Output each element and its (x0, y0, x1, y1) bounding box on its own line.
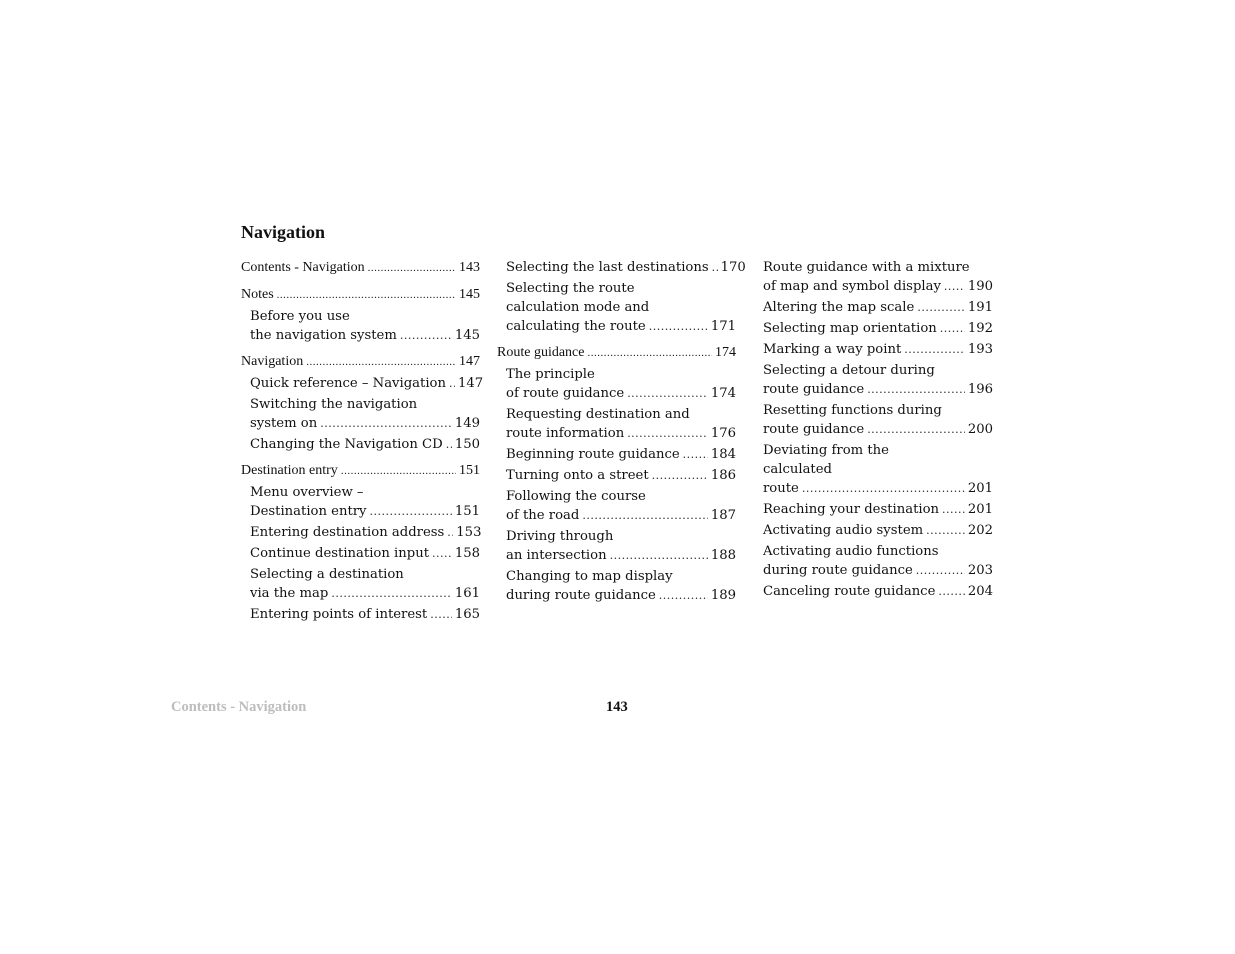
toc-entry[interactable] (497, 258, 746, 277)
toc-entry-title: route guidance (763, 382, 865, 397)
dot-leader (306, 352, 456, 372)
dot-leader (802, 479, 965, 498)
dot-leader (587, 343, 712, 363)
toc-entry-title: Navigation (241, 354, 304, 369)
toc-page-number: 192 (967, 321, 993, 336)
toc-entry-line: Changing to map display (506, 569, 673, 584)
toc-entry[interactable] (241, 285, 480, 305)
dot-leader (400, 326, 452, 345)
toc-entry-title: during route guidance (506, 588, 656, 603)
toc-entry-title: of route guidance (506, 386, 625, 401)
toc-page-number: 190 (967, 279, 993, 294)
toc-entry-title: route information (506, 426, 625, 441)
toc-entry-line: Selecting a destination (250, 567, 404, 582)
toc-entry[interactable] (241, 483, 480, 521)
toc-page-number: 145 (454, 328, 480, 343)
dot-leader (938, 582, 964, 601)
dot-leader (432, 544, 452, 563)
toc-entry[interactable] (497, 405, 736, 443)
dot-leader (926, 521, 965, 540)
toc-entry[interactable] (241, 544, 480, 563)
toc-entry-line: Requesting destination and (506, 407, 690, 422)
toc-page-number: 145 (459, 287, 480, 302)
dot-leader (277, 285, 456, 305)
dot-leader (944, 277, 965, 296)
toc-entry-title: Altering the map scale (763, 300, 915, 315)
toc-entry-title: Entering points of interest (250, 607, 428, 622)
toc-entry[interactable] (241, 523, 480, 542)
toc-page-number: 186 (710, 468, 736, 483)
dot-leader (942, 500, 965, 519)
dot-leader (712, 258, 718, 277)
dot-leader (940, 319, 965, 338)
toc-entry[interactable] (497, 343, 736, 363)
dot-leader (446, 435, 452, 454)
dot-leader (867, 420, 965, 439)
toc-entry[interactable] (241, 565, 480, 603)
toc-entry-line: Following the course (506, 489, 646, 504)
dot-leader (917, 298, 965, 317)
dot-leader (627, 424, 708, 443)
toc-page-number: 200 (967, 422, 993, 437)
toc-entry-title: Continue destination input (250, 546, 429, 561)
toc-entry-line: The principle (506, 367, 595, 382)
toc-entry[interactable] (763, 441, 993, 498)
toc-entry-line: Switching the navigation (250, 397, 418, 412)
footer-section-title: Contents - Navigation (171, 699, 307, 715)
toc-entry[interactable] (763, 298, 993, 317)
toc-entry-title: route (763, 481, 799, 496)
toc-page-number: 196 (967, 382, 993, 397)
toc-entry-title: via the map (250, 586, 329, 601)
dot-leader (659, 586, 708, 605)
toc-entry-title: Entering destination address (250, 525, 445, 540)
toc-page-number: 193 (967, 342, 993, 357)
toc-page-number: 174 (715, 345, 736, 360)
toc-entry-title: of the road (506, 508, 580, 523)
dot-leader (320, 414, 452, 433)
toc-entry-line: Route guidance with a mixture (763, 260, 970, 275)
toc-entry-title: Quick reference – Navigation (250, 376, 446, 391)
toc-page-number: 171 (710, 319, 736, 334)
toc-entry[interactable] (763, 319, 993, 338)
toc-page-number: 191 (967, 300, 993, 315)
toc-page-number: 149 (454, 416, 480, 431)
page-title: Navigation (241, 222, 326, 242)
toc-entry[interactable] (241, 461, 480, 481)
toc-entry-title: calculating the route (506, 319, 646, 334)
toc-page-number: 202 (967, 523, 993, 538)
toc-column-2 (497, 258, 746, 607)
toc-entry-line: Before you use (250, 309, 350, 324)
dot-leader (370, 502, 452, 521)
toc-page-number: 147 (459, 354, 480, 369)
toc-entry-title: Selecting the last destinations (506, 260, 709, 275)
toc-page-number: 203 (967, 563, 993, 578)
toc-entry-line: Selecting a detour during (763, 363, 935, 378)
toc-entry[interactable] (763, 401, 993, 439)
toc-entry-line: Driving through (506, 529, 614, 544)
toc-entry-line: Selecting the route (506, 281, 635, 296)
toc-entry-title: Destination entry (250, 504, 367, 519)
dot-leader (449, 374, 455, 393)
toc-page-number: 170 (720, 260, 746, 275)
toc-entry-title: during route guidance (763, 563, 913, 578)
toc-page-number: 204 (967, 584, 993, 599)
toc-entry[interactable] (241, 258, 480, 278)
toc-entry-line: Deviating from the (763, 443, 889, 458)
dot-leader (904, 340, 965, 359)
toc-page-number: 158 (454, 546, 480, 561)
toc-entry[interactable] (763, 582, 993, 601)
toc-page-number: 176 (710, 426, 736, 441)
toc-entry[interactable] (763, 521, 993, 540)
toc-entry[interactable] (241, 395, 480, 433)
toc-entry[interactable] (763, 542, 993, 580)
toc-entry-line: calculated (763, 462, 832, 477)
toc-page-number: 189 (710, 588, 736, 603)
toc-page-number: 153 (456, 525, 482, 540)
toc-column-1 (241, 258, 484, 626)
toc-entry-line: Menu overview – (250, 485, 364, 500)
dot-leader (627, 384, 708, 403)
toc-entry[interactable] (241, 352, 480, 372)
dot-leader (683, 445, 708, 464)
toc-entry[interactable] (497, 487, 736, 525)
dot-leader (368, 258, 456, 278)
toc-entry[interactable] (241, 374, 484, 393)
toc-entry-title: Route guidance (497, 345, 585, 360)
toc-page-number: 174 (710, 386, 736, 401)
toc-entry[interactable] (497, 445, 736, 464)
toc-entry[interactable] (497, 365, 736, 403)
toc-page-number: 143 (459, 260, 480, 275)
toc-page-number: 201 (967, 502, 993, 517)
dot-leader (331, 584, 452, 603)
dot-leader (652, 466, 708, 485)
toc-entry-line: calculation mode and (506, 300, 650, 315)
dot-leader (610, 546, 708, 565)
toc-page-number: 184 (710, 447, 736, 462)
toc-page-number: 165 (454, 607, 480, 622)
toc-entry-title: an intersection (506, 548, 607, 563)
toc-page-number: 151 (459, 463, 480, 478)
toc-entry-title: Turning onto a street (506, 468, 649, 483)
toc-entry[interactable] (497, 279, 736, 336)
toc-entry[interactable] (497, 527, 736, 565)
toc-entry[interactable] (763, 500, 993, 519)
toc-entry-title: the navigation system (250, 328, 397, 343)
toc-entry-title: Contents - Navigation (241, 260, 365, 275)
toc-entry-title: Beginning route guidance (506, 447, 680, 462)
toc-entry[interactable] (763, 361, 993, 399)
dot-leader (582, 506, 707, 525)
dot-leader (430, 605, 452, 624)
toc-page-number: 201 (967, 481, 993, 496)
toc-entry[interactable] (241, 435, 480, 454)
toc-entry-title: of map and symbol display (763, 279, 941, 294)
toc-entry-line: Activating audio functions (763, 544, 939, 559)
toc-page-number: 150 (454, 437, 480, 452)
toc-entry[interactable] (763, 258, 993, 296)
dot-leader (867, 380, 965, 399)
toc-entry-title: Destination entry (241, 463, 338, 478)
toc-entry-line: Resetting functions during (763, 403, 942, 418)
toc-entry[interactable] (497, 466, 736, 485)
toc-page-number: 147 (457, 376, 484, 391)
toc-entry[interactable] (241, 605, 480, 624)
toc-entry-title: Canceling route guidance (763, 584, 936, 599)
dot-leader (341, 461, 456, 481)
toc-page-number: 187 (710, 508, 736, 523)
dot-leader (447, 523, 453, 542)
toc-entry[interactable] (763, 340, 993, 359)
toc-entry-title: Selecting map orientation (763, 321, 937, 336)
toc-entry-title: route guidance (763, 422, 865, 437)
toc-page-number: 161 (454, 586, 480, 601)
toc-entry-title: Reaching your destination (763, 502, 940, 517)
toc-column-3 (763, 258, 993, 603)
dot-leader (916, 561, 965, 580)
toc-entry-title: Marking a way point (763, 342, 902, 357)
toc-entry[interactable] (497, 567, 736, 605)
toc-page-number: 151 (454, 504, 480, 519)
toc-entry[interactable] (241, 307, 480, 345)
toc-page-number: 188 (710, 548, 736, 563)
toc-entry-title: Notes (241, 287, 274, 302)
toc-entry-title: Changing the Navigation CD (250, 437, 443, 452)
toc-entry-title: Activating audio system (763, 523, 924, 538)
toc-entry-title: system on (250, 416, 318, 431)
footer-page-number: 143 (606, 699, 628, 715)
dot-leader (649, 317, 708, 336)
